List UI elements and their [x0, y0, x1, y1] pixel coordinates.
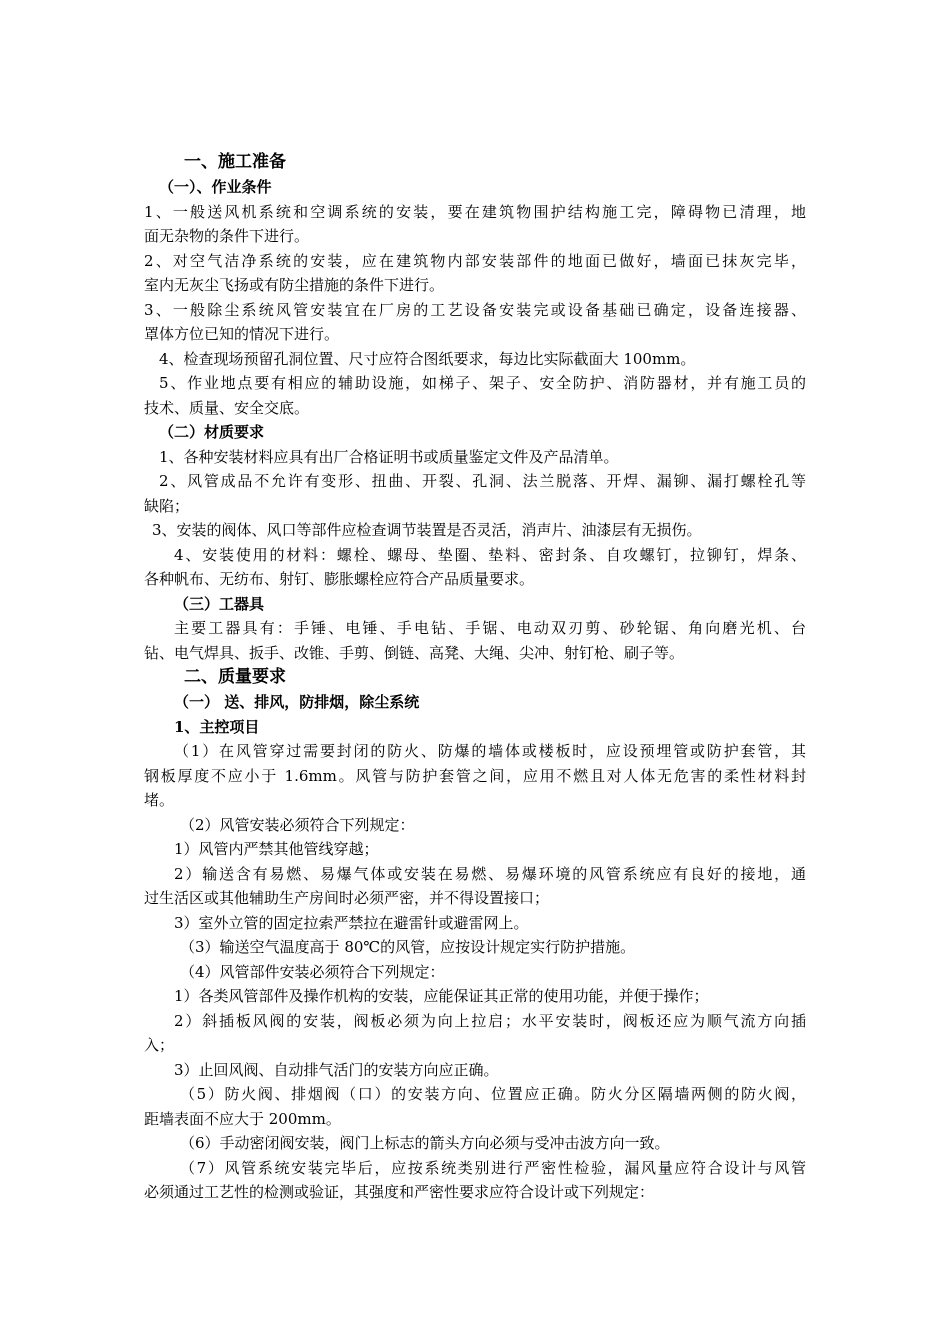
- paragraph-line: 1）风管内严禁其他管线穿越；: [174, 840, 379, 858]
- subheading-materials: （二）材质要求: [159, 423, 265, 441]
- subheading-tools: （三）工器具: [174, 594, 265, 613]
- paragraph-line: 室内无灰尘飞扬或有防尘措施的条件下进行。: [144, 276, 445, 294]
- paragraph-line: 3、安装的阀体、风口等部件应检查调节装置是否灵活，消声片、油漆层有无损伤。: [152, 521, 702, 539]
- paragraph-line: 2）输送含有易燃、易爆气体或安装在易燃、易爆环境的风管系统应有良好的接地，通: [174, 864, 806, 883]
- paragraph-line: 4、检查现场预留孔洞位置、尺寸应符合图纸要求，每边比实际截面大 100mm。: [159, 349, 696, 368]
- paragraph-line: 3）室外立管的固定拉索严禁拉在避雷针或避雷网上。: [174, 913, 529, 932]
- paragraph-line: 面无杂物的条件下进行。: [144, 227, 310, 245]
- paragraph-line: （3）输送空气温度高于 80℃的风管，应按设计规定实行防护措施。: [180, 938, 636, 956]
- paragraph-line: （5）防火阀、排烟阀（口）的安装方向、位置应正确。防火分区隔墙两侧的防火阀，: [180, 1085, 806, 1103]
- paragraph-line: 钻、电气焊具、扳手、改锥、手剪、倒链、高凳、大绳、尖冲、射钉枪、刷子等。: [144, 643, 685, 662]
- paragraph-line: 入；: [144, 1036, 175, 1054]
- paragraph-line: （2）风管安装必须符合下列规定：: [180, 815, 415, 834]
- subheading-work-conditions: （一）、作业条件: [159, 178, 272, 196]
- paragraph-line: （7）风管系统安装完毕后，应按系统类别进行严密性检验，漏风量应符合设计与风管: [180, 1158, 806, 1177]
- paragraph-line: 堵。: [144, 791, 175, 809]
- paragraph-line: （4）风管部件安装必须符合下列规定：: [180, 962, 445, 981]
- paragraph-line: 罩体方位已知的情况下进行。: [144, 325, 340, 343]
- paragraph-line: 2）斜插板风阀的安装，阀板必须为向上拉启；水平安装时，阀板还应为顺气流方向插: [174, 1011, 806, 1030]
- paragraph-line: 缺陷；: [144, 496, 190, 515]
- document-body: [144, 150, 806, 1205]
- paragraph-line: 3、一般除尘系统风管安装宜在厂房的工艺设备安装完或设备基础已确定，设备连接器、: [144, 300, 806, 319]
- subheading-ventilation-systems: （一） 送、排风，防排烟，除尘系统: [174, 693, 420, 711]
- paragraph-line: 5、作业地点要有相应的辅助设施，如梯子、架子、安全防护、消防器材，并有施工员的: [159, 374, 806, 392]
- paragraph-line: 距墙表面不应大于 200mm。: [144, 1109, 341, 1128]
- paragraph-line: 4、安装使用的材料：螺栓、螺母、垫圈、垫料、密封条、自攻螺钉，拉铆钉，焊条、: [174, 545, 806, 564]
- paragraph-line: 技术、质量、安全交底。: [144, 398, 310, 417]
- paragraph-line: （6）手动密闭阀安装，阀门上标志的箭头方向必须与受冲击波方向一致。: [180, 1134, 670, 1152]
- subheading-main-control-items: 1、主控项目: [174, 717, 260, 736]
- paragraph-line: 1）各类风管部件及操作机构的安装，应能保证其正常的使用功能，并便于操作；: [174, 987, 709, 1005]
- paragraph-line: 各种帆布、无纺布、射钉、膨胀螺栓应符合产品质量要求。: [144, 570, 535, 588]
- paragraph-line: 过生活区或其他辅助生产房间时必须严密，并不得设置接口；: [144, 889, 550, 907]
- paragraph-line: 主要工器具有：手锤、电锤、手电钻、手锯、电动双刃剪、砂轮锯、角向磨光机、台: [174, 619, 806, 637]
- paragraph-line: 钢板厚度不应小于 1.6mm。风管与防护套管之间，应用不燃且对人体无危害的柔性材料封: [144, 766, 806, 785]
- section-heading-construction-prep: 一、施工准备: [184, 152, 286, 172]
- paragraph-line: 必须通过工艺性的检测或验证，其强度和严密性要求应符合设计或下列规定：: [144, 1183, 655, 1201]
- paragraph-line: 3）止回风阀、自动排气活门的安装方向应正确。: [174, 1060, 499, 1079]
- paragraph-line: 2、风管成品不允许有变形、扭曲、开裂、孔洞、法兰脱落、开焊、漏铆、漏打螺栓孔等: [159, 472, 806, 490]
- paragraph-line: 1、一般送风机系统和空调系统的安装，要在建筑物围护结构施工完，障碍物已清理，地: [144, 202, 806, 221]
- paragraph-line: 2、对空气洁净系统的安装，应在建筑物内部安装部件的地面已做好，墙面已抹灰完毕，: [144, 251, 806, 270]
- paragraph-line: （1）在风管穿过需要封闭的防火、防爆的墙体或楼板时，应设预埋管或防护套管，其: [174, 742, 806, 760]
- section-heading-quality-requirements: 二、质量要求: [184, 667, 286, 687]
- paragraph-line: 1、各种安装材料应具有出厂合格证明书或质量鉴定文件及产品清单。: [159, 447, 619, 466]
